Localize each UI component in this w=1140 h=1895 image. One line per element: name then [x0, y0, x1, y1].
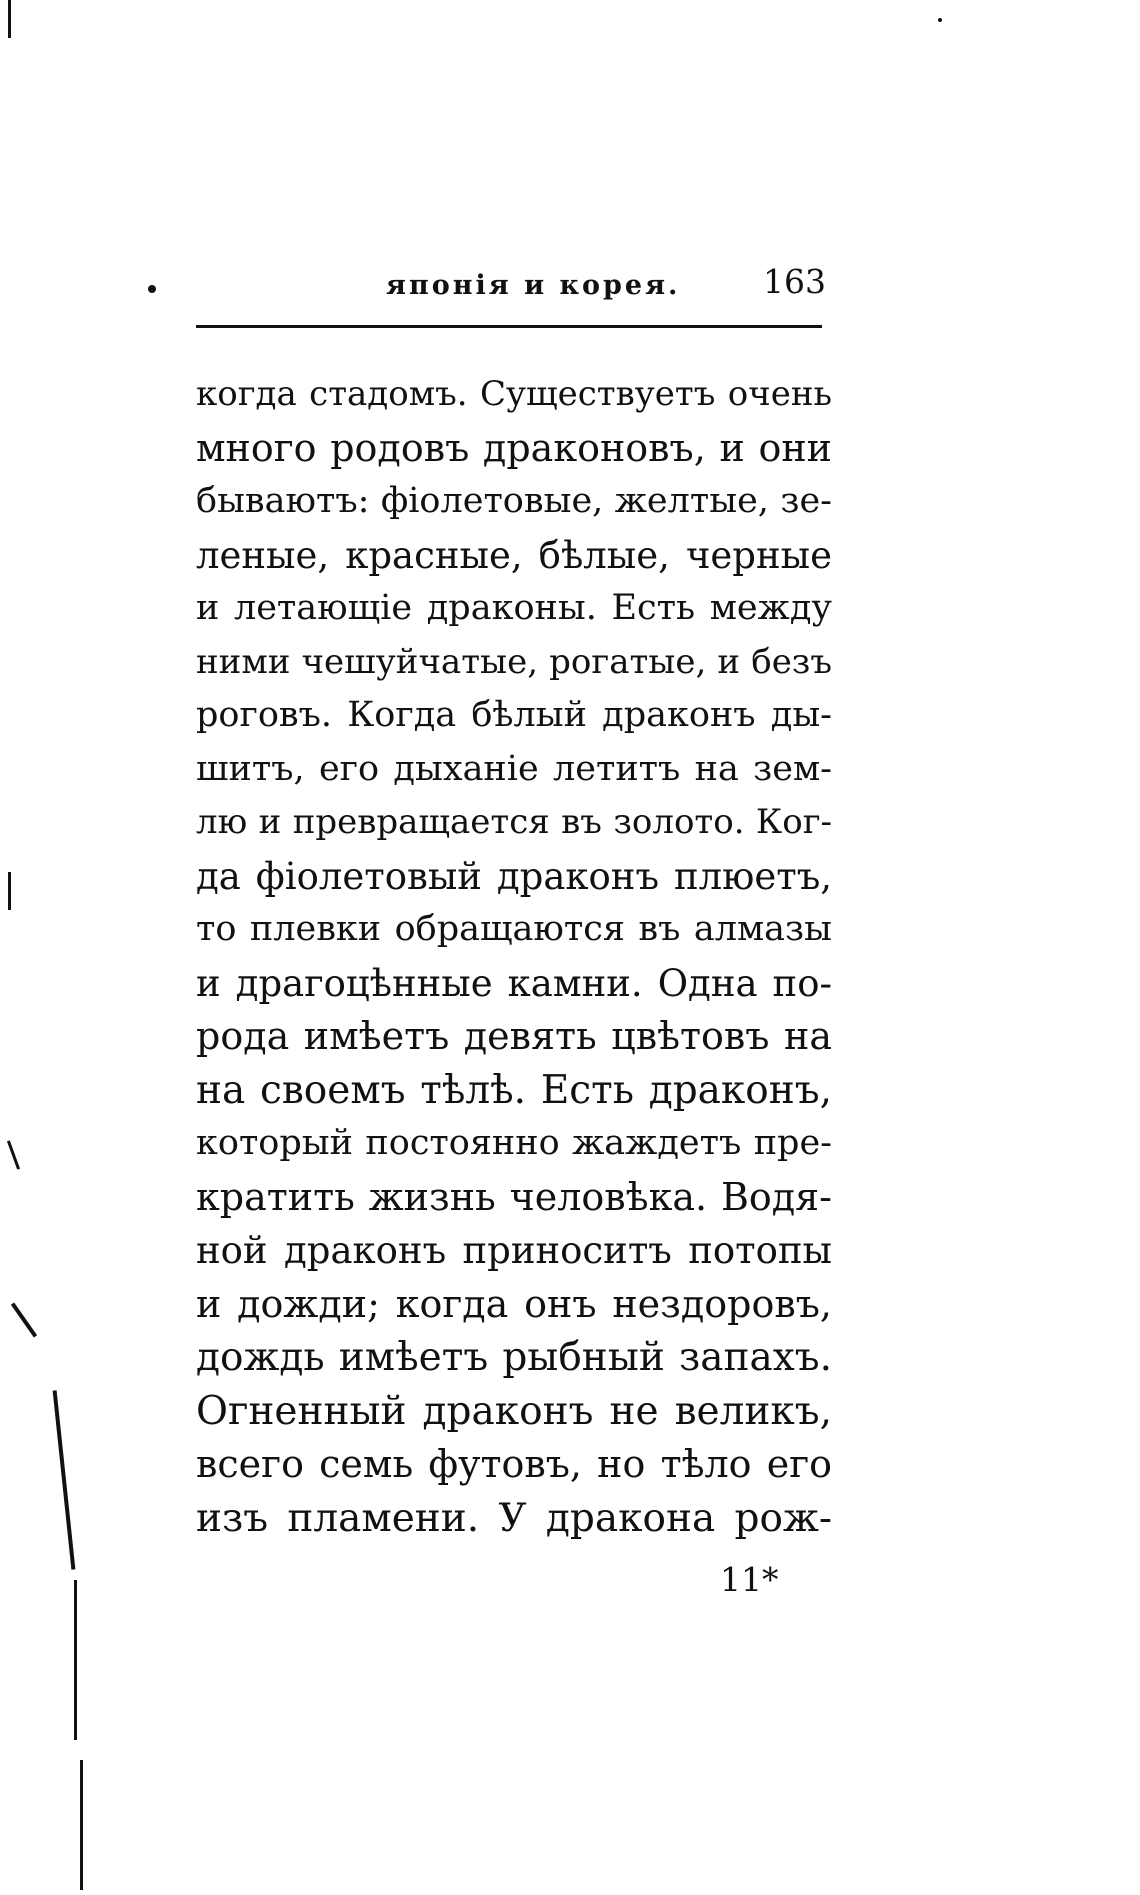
running-head: [196, 262, 836, 312]
text-line: и летающіе драконы. Есть между: [196, 588, 832, 628]
header-rule: [196, 325, 822, 328]
text-line: много родовъ драконовъ, и они: [196, 425, 832, 470]
text-line: роговъ. Когда бѣлый драконъ ды-: [196, 695, 832, 735]
text-line: рода имѣетъ девять цвѣтовъ на: [196, 1014, 832, 1058]
text-line: ними чешуйчатые, рогатые, и безъ: [196, 641, 832, 682]
scan-mark: [11, 1302, 37, 1337]
scan-mark: [53, 1390, 76, 1569]
body-text: [196, 368, 832, 1545]
text-line: дождь имѣетъ рыбный запахъ.: [196, 1335, 832, 1380]
text-line: да фіолетовый драконъ плюетъ,: [196, 854, 832, 898]
text-line: Огненный драконъ не великъ,: [196, 1388, 832, 1434]
text-line: шитъ, его дыханіе летитъ на зем-: [196, 748, 832, 789]
text-line: всего семь футовъ, но тѣло его: [196, 1442, 832, 1486]
bullet-mark: [148, 285, 156, 293]
text-line: бываютъ: фіолетовые, желтые, зе-: [196, 481, 832, 521]
scan-mark: [74, 1580, 77, 1740]
scan-mark: [8, 0, 11, 38]
text-line: изъ пламени. У дракона рож-: [196, 1495, 832, 1541]
text-line: на своемъ тѣлѣ. Есть драконъ,: [196, 1067, 832, 1113]
text-line: кратить жизнь человѣка. Водя-: [196, 1174, 832, 1219]
scan-mark: [938, 18, 942, 22]
text-line: когда стадомъ. Существуетъ очень: [196, 374, 832, 414]
text-line: леные, красные, бѣлые, черные: [196, 533, 832, 577]
page-number: 163: [763, 262, 826, 301]
text-line: и дожди; когда онъ нездоровъ,: [196, 1281, 832, 1326]
text-line: лю и превращается въ золото. Ког-: [196, 802, 832, 842]
text-line: который постоянно жаждетъ пре-: [196, 1123, 832, 1163]
text-line: ной драконъ приноситъ потопы: [196, 1229, 832, 1272]
scan-mark: [80, 1760, 83, 1890]
signature-mark: 11*: [720, 1560, 779, 1599]
scan-mark: [7, 1140, 20, 1169]
running-title: японія и корея.: [386, 270, 681, 301]
text-line: и драгоцѣнные камни. Одна по-: [196, 961, 832, 1005]
text-line: то плевки обращаются въ алмазы: [196, 909, 832, 949]
scan-mark: [8, 872, 11, 910]
